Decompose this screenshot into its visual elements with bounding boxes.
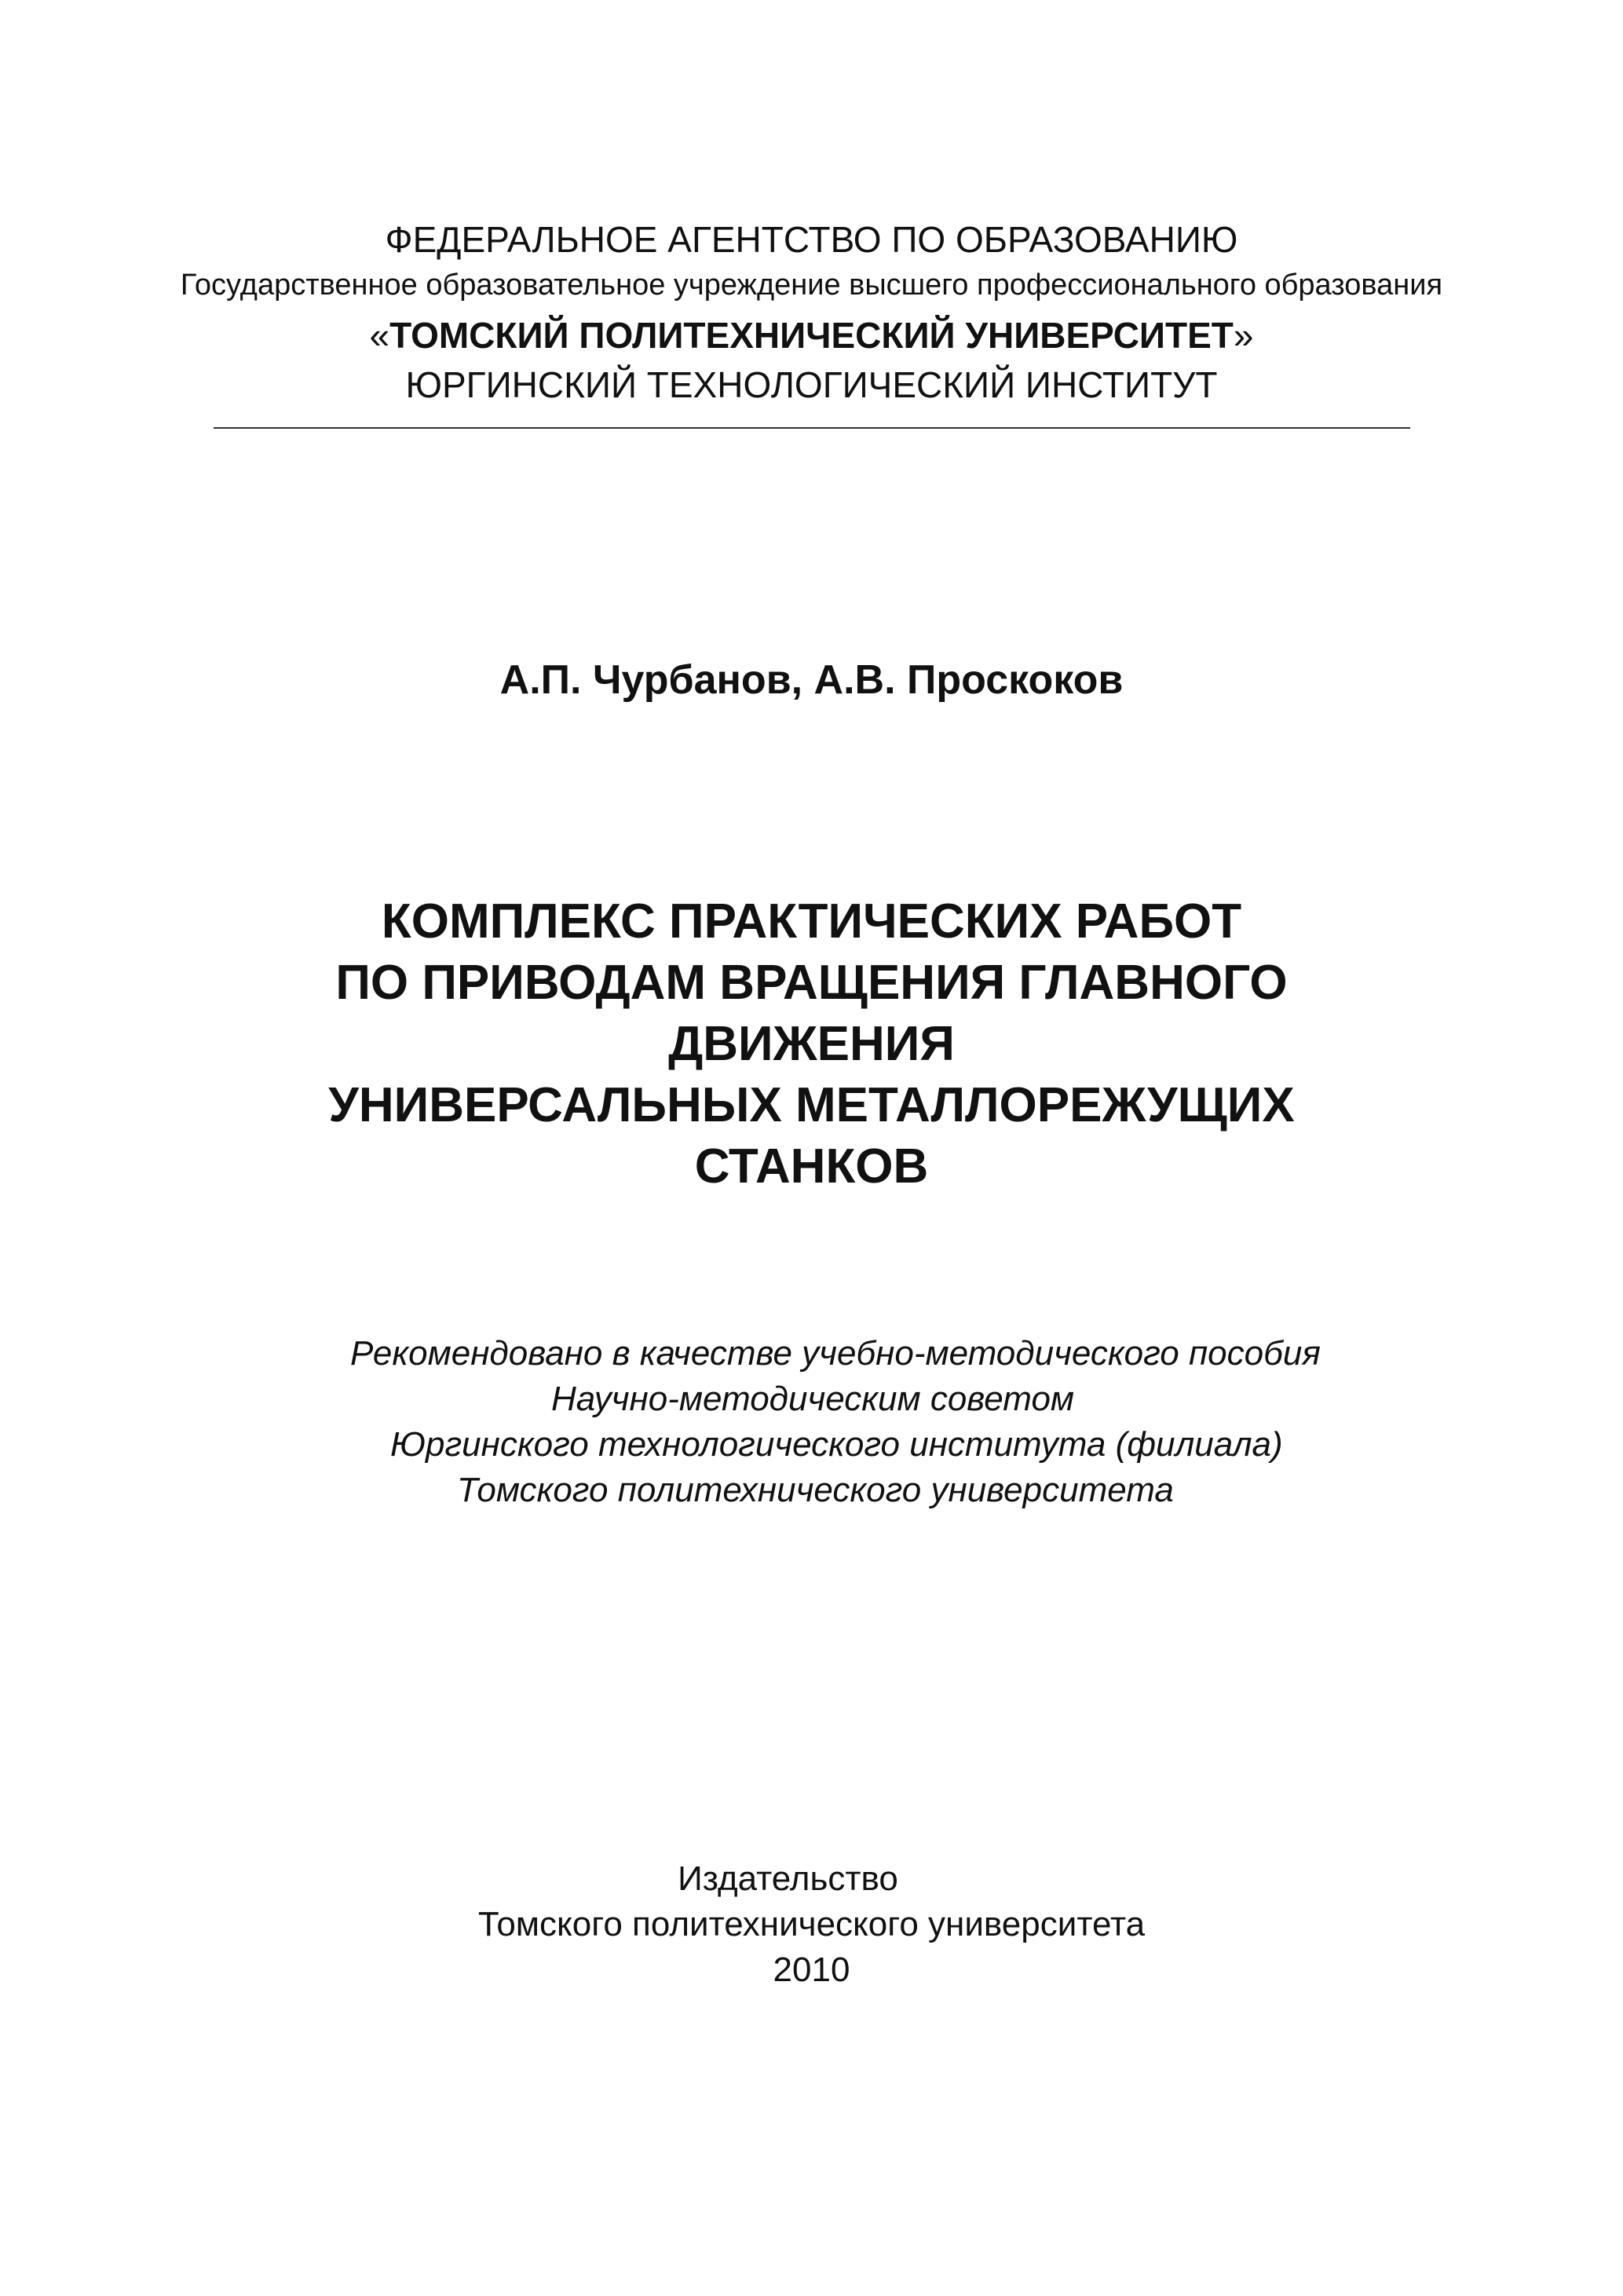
recommendation-line: Томского политехнического университета bbox=[457, 1471, 1174, 1509]
title-line: ДВИЖЕНИЯ bbox=[668, 1017, 955, 1071]
open-quote: « bbox=[369, 315, 390, 356]
title-line: ПО ПРИВОДАМ ВРАЩЕНИЯ ГЛАВНОГО bbox=[335, 956, 1288, 1010]
publisher-name: Томского политехнического университета bbox=[477, 1905, 1146, 1943]
branch-name: ЮРГИНСКИЙ ТЕХНОЛОГИЧЕСКИЙ ИНСТИТУТ bbox=[405, 364, 1218, 405]
header-divider bbox=[214, 427, 1410, 429]
title-line: УНИВЕРСАЛЬНЫХ МЕТАЛЛОРЕЖУЩИХ bbox=[328, 1078, 1295, 1132]
publisher-label: Издательство bbox=[678, 1859, 898, 1898]
institution-type: Государственное образовательное учреждение высшего профессионального образования bbox=[180, 269, 1443, 302]
recommendation-line: Научно-методическим советом bbox=[551, 1380, 1075, 1418]
recommendation-line: Рекомендовано в качестве учебно-методического пособия bbox=[350, 1334, 1321, 1373]
agency-name: ФЕДЕРАЛЬНОЕ АГЕНТСТВО ПО ОБРАЗОВАНИЮ bbox=[385, 219, 1238, 260]
recommendation-line: Юргинского технологического института (филиала) bbox=[390, 1425, 1283, 1464]
university-name bbox=[0, 315, 1623, 356]
close-quote: » bbox=[1233, 315, 1254, 356]
title-line: СТАНКОВ bbox=[694, 1139, 929, 1194]
publication-year: 2010 bbox=[773, 1951, 850, 1989]
book-title bbox=[0, 891, 1623, 1197]
title-line: КОМПЛЕКС ПРАКТИЧЕСКИХ РАБОТ bbox=[381, 894, 1242, 949]
authors: А.П. Чурбанов, А.В. Проскоков bbox=[499, 657, 1124, 703]
university-name-text: ТОМСКИЙ ПОЛИТЕХНИЧЕСКИЙ УНИВЕРСИТЕТ bbox=[389, 315, 1234, 356]
